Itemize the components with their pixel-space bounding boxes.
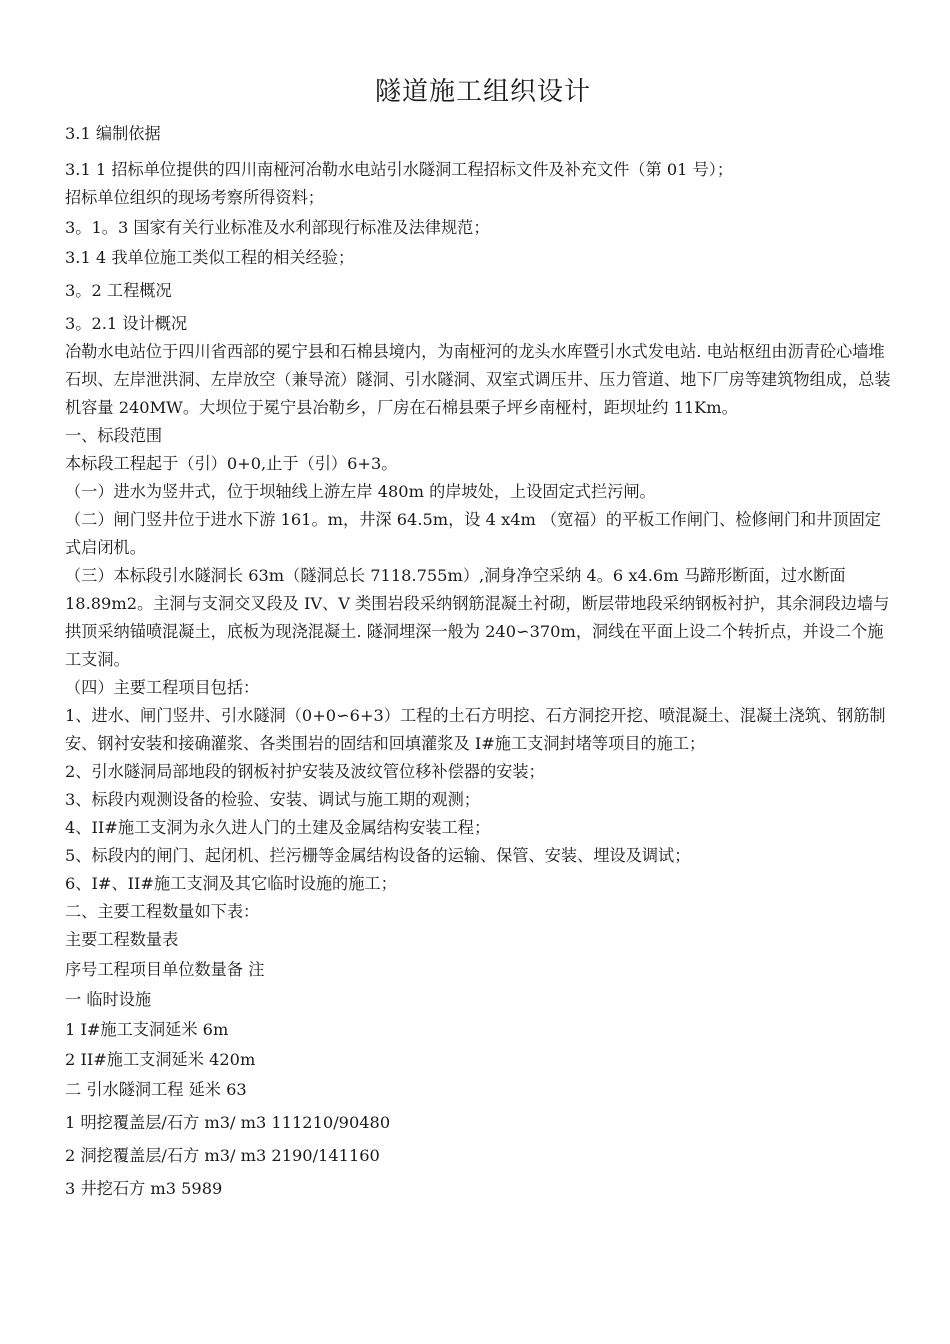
table-header: 序号工程项目单位数量备 注 (65, 960, 265, 979)
paragraph: 本标段工程起于（引）0+0,止于（引）6+3。 (65, 454, 398, 473)
list-item: 1、进水、闸门竖井、引水隧洞（0+0∽6+3）工程的土石方明挖、石方洞挖开挖、喷混凝土、混凝土浇筑、钢筋制安、钢衬安装和接确灌浆、各类围岩的固结和回填灌浆及 I#施工支洞封堵等项目的施工； (65, 706, 886, 753)
paragraph: 招标单位组织的现场考察所得资料； (65, 188, 324, 207)
list-item: 5、标段内的闸门、起闭机、拦污栅等金属结构设备的运输、保管、安装、埋设及调试； (65, 846, 691, 865)
list-item: 4、II#施工支洞为永久进人门的土建及金属结构安装工程； (65, 818, 491, 837)
list-item: 2、引水隧洞局部地段的钢板衬护安装及波纹管位移补偿器的安装； (65, 762, 545, 781)
table-caption: 主要工程数量表 (65, 930, 179, 949)
paragraph: 3。1。3 国家有关行业标准及水利部现行标准及法律规范； (65, 218, 490, 237)
table-row: 二 引水隧洞工程 延米 63 (65, 1080, 247, 1099)
table-row: 一 临时设施 (65, 990, 152, 1009)
section-heading: 二、主要工程数量如下表： (65, 902, 260, 921)
table-row: 2 洞挖覆盖层/石方 m3/ m3 2190/141160 (65, 1146, 380, 1165)
table-row: 1 I#施工支洞延米 6m (65, 1020, 229, 1039)
paragraph: 3.1 1 招标单位提供的四川南桠河冶勒水电站引水隧洞工程招标文件及补充文件（第 01 号）； (65, 160, 734, 179)
paragraph: （四）主要工程项目包括： (65, 678, 260, 697)
document-body (65, 120, 895, 1203)
section-heading: 3。2.1 设计概况 (65, 314, 188, 333)
paragraph: 3.1 4 我单位施工类似工程的相关经验； (65, 248, 355, 267)
paragraph: （三）本标段引水隧洞长 63m（隧洞总长 7118.755m）,洞身净空采纳 4。6 x4.6m 马蹄形断面，过水断面 18.89m2。主洞与支洞交叉段及 IV、V 类围岩段采纳钢筋混凝土衬砌，断层带地段采纳钢板衬护，其余洞段边墙与拱顶采纳锚喷混凝土，底板为现浇混凝土. 隧洞埋深一般为 240∽370m，洞线在平面上设二个转折点，并设二个施工支洞。 (65, 566, 890, 669)
section-heading: 一、标段范围 (65, 426, 163, 445)
paragraph: （一）进水为竖井式，位于坝轴线上游左岸 480m 的岸坡处，上设固定式拦污闸。 (65, 482, 656, 501)
list-item: 6、I#、II#施工支洞及其它临时设施的施工； (65, 874, 397, 893)
list-item: 3、标段内观测设备的检验、安装、调试与施工期的观测； (65, 790, 480, 809)
table-row: 3 井挖石方 m3 5989 (65, 1179, 223, 1198)
section-heading: 3。2 工程概况 (65, 281, 172, 300)
document-title: 隧道施工组织设计 (374, 77, 591, 107)
section-heading: 3.1 编制依据 (65, 124, 161, 143)
table-row: 2 II#施工支洞延米 420m (65, 1050, 256, 1069)
paragraph: 冶勒水电站位于四川省西部的冕宁县和石棉县境内，为南桠河的龙头水库暨引水式发电站. 电站枢纽由沥青砼心墙堆石坝、左岸泄洪洞、左岸放空（兼导流）隧洞、引水隧洞、双室式调压井、压力管道、地下厂房等建筑物组成，总装机容量 240MW。大坝位于冕宁县冶勒乡，厂房在石棉县栗子坪乡南桠村，距坝址约 11Km。 (65, 342, 891, 417)
paragraph: （二）闸门竖井位于进水下游 161。m，井深 64.5m，设 4 x4m （宽福）的平板工作闸门、检修闸门和井顶固定式启闭机。 (65, 510, 881, 557)
table-row: 1 明挖覆盖层/石方 m3/ m3 111210/90480 (65, 1113, 391, 1132)
